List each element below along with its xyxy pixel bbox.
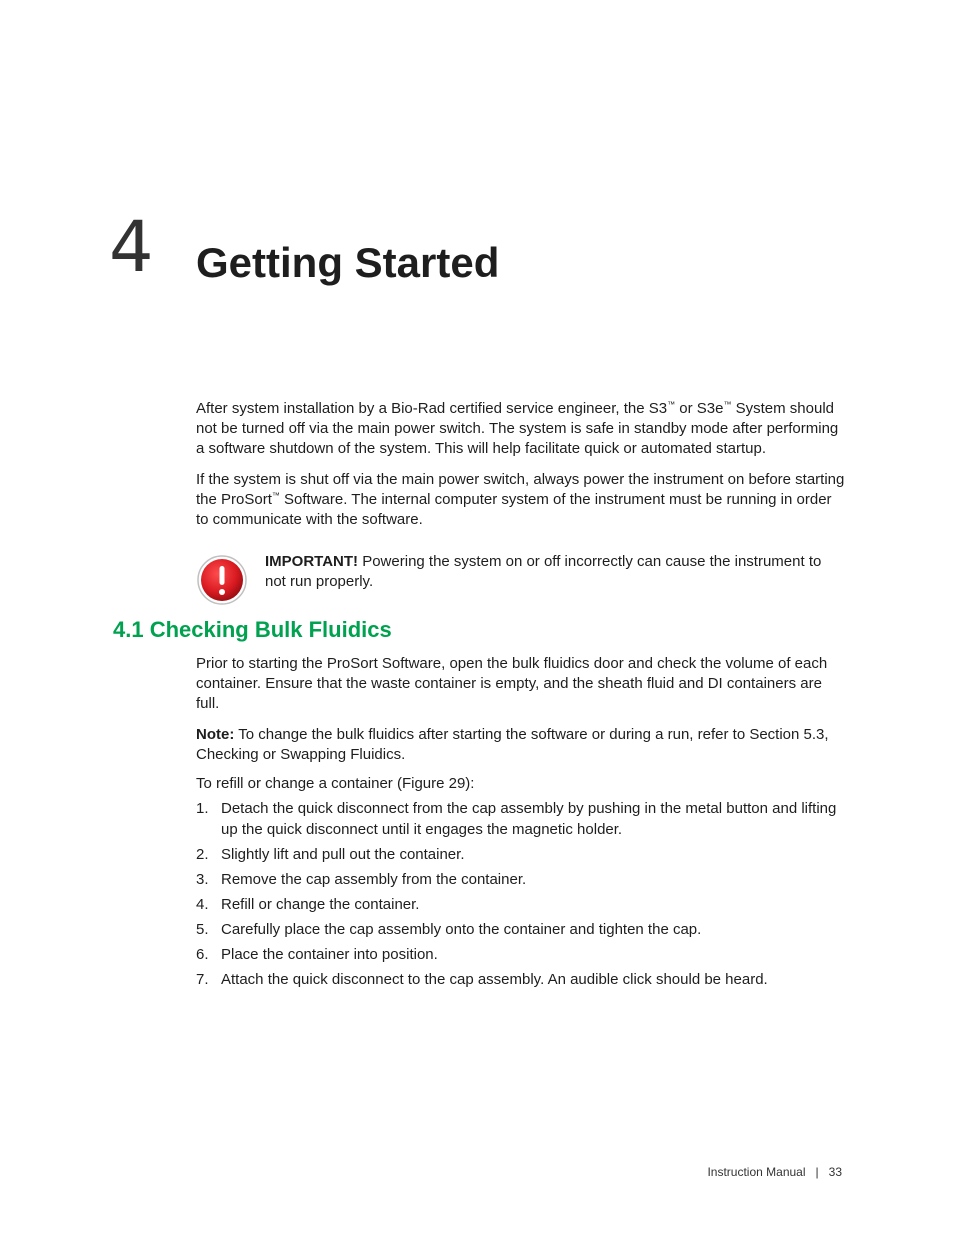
page-footer (707, 1165, 842, 1179)
chapter-number: 4 (109, 206, 154, 288)
page-number: 33 (828, 1165, 842, 1179)
warning-icon (196, 554, 248, 606)
list-item: 4. Refill or change the container. (196, 896, 420, 913)
section-paragraph: Prior to starting the ProSort Software, open the bulk fluidics door and check the volume of each container. Ensure that the waste container is empty, and the sheath fluid and DI containers are full. (196, 655, 828, 712)
note-paragraph: Note: To change the bulk fluidics after starting the software or during a run, refer to Section 5.3, Checking or Swapping Fluidics. (196, 726, 829, 763)
footer-label: Instruction Manual (707, 1165, 806, 1179)
important-notice: IMPORTANT! Powering the system on or off incorrectly can cause the instrument to not run properly. (265, 553, 822, 590)
list-item: 7. Attach the quick disconnect to the cap assembly. An audible click should be heard. (196, 971, 768, 988)
list-item: 3. Remove the cap assembly from the container. (196, 871, 527, 888)
list-item: 2. Slightly lift and pull out the container. (196, 846, 465, 863)
list-item: 1. Detach the quick disconnect from the cap assembly by pushing in the metal button and lifting up the quick disconnect until it engages the magnetic holder. (196, 800, 837, 838)
section-title: 4.1 Checking Bulk Fluidics (113, 617, 392, 642)
list-item: 6. Place the container into position. (196, 946, 438, 963)
footer-separator: | (815, 1165, 819, 1179)
list-item: 5. Carefully place the cap assembly onto the container and tighten the cap. (196, 921, 702, 938)
intro-paragraph-2: If the system is shut off via the main power switch, always power the instrument on before starting the ProSort™ Software. The internal computer system of the instrument must be running in order to communicate with the software. (196, 471, 845, 528)
chapter-title: Getting Started (196, 239, 500, 286)
steps-list (196, 798, 846, 994)
refill-intro: To refill or change a container (Figure 29): (196, 775, 475, 792)
intro-paragraph-1: After system installation by a Bio-Rad certified service engineer, the S3™ or S3e™ System should not be turned off via the main power switch. The system is safe in standby mode after performing a software shutdown of the system. This will help facilitate quick or automated startup. (196, 400, 839, 457)
